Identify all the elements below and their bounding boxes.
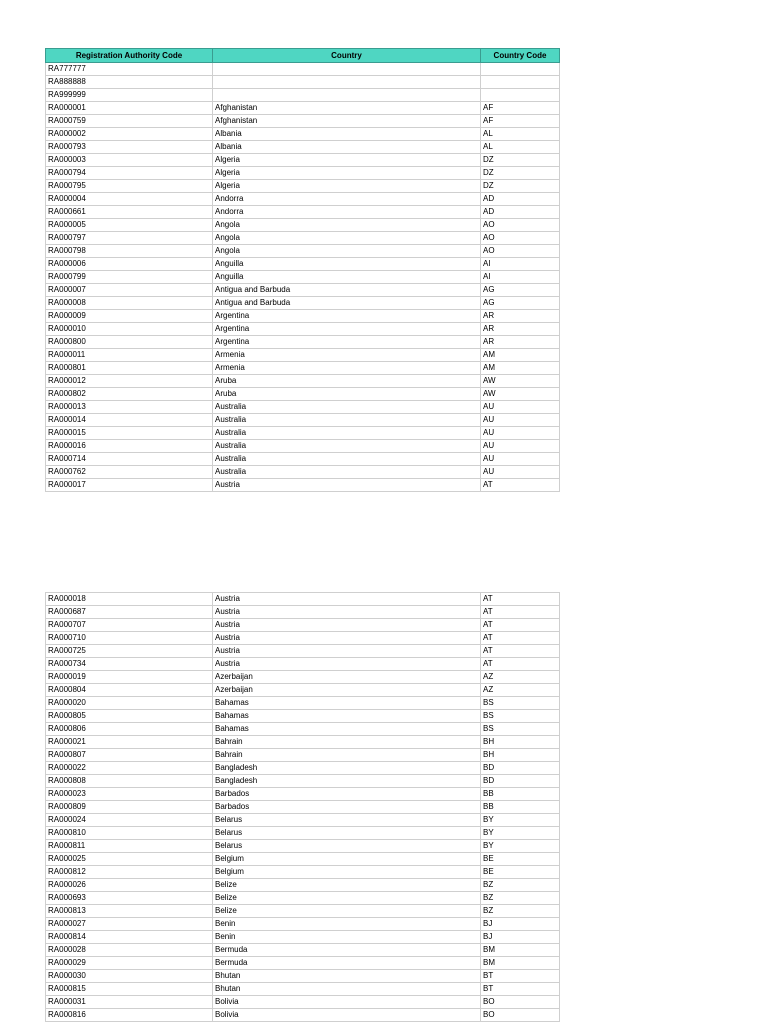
- cell-country-code[interactable]: AT: [481, 632, 560, 645]
- cell-country[interactable]: Antigua and Barbuda: [213, 284, 481, 297]
- cell-country[interactable]: Angola: [213, 232, 481, 245]
- cell-country[interactable]: Barbados: [213, 801, 481, 814]
- registration-table-bottom: [45, 592, 560, 1022]
- table-row: [46, 957, 560, 970]
- cell-country-code[interactable]: BZ: [481, 892, 560, 905]
- cell-country[interactable]: Bhutan: [213, 970, 481, 983]
- cell-country-code[interactable]: DZ: [481, 167, 560, 180]
- table-row: [46, 271, 560, 284]
- cell-country[interactable]: Australia: [213, 466, 481, 479]
- cell-country-code[interactable]: AO: [481, 219, 560, 232]
- cell-country[interactable]: Albania: [213, 141, 481, 154]
- cell-country-code[interactable]: AT: [481, 479, 560, 492]
- table-row: [46, 76, 560, 89]
- cell-registration-authority-code[interactable]: RA000693: [46, 892, 213, 905]
- table-row: [46, 658, 560, 671]
- cell-country-code[interactable]: AF: [481, 115, 560, 128]
- table-row: [46, 414, 560, 427]
- cell-country-code[interactable]: BZ: [481, 905, 560, 918]
- cell-registration-authority-code[interactable]: RA000028: [46, 944, 213, 957]
- cell-country-code[interactable]: AU: [481, 414, 560, 427]
- cell-registration-authority-code[interactable]: RA000003: [46, 154, 213, 167]
- cell-country-code[interactable]: BH: [481, 749, 560, 762]
- cell-country-code[interactable]: BS: [481, 710, 560, 723]
- cell-country-code[interactable]: AT: [481, 645, 560, 658]
- cell-country[interactable]: Barbados: [213, 788, 481, 801]
- cell-country-code[interactable]: BM: [481, 944, 560, 957]
- cell-registration-authority-code[interactable]: RA000022: [46, 762, 213, 775]
- cell-country[interactable]: Anguilla: [213, 258, 481, 271]
- cell-registration-authority-code[interactable]: RA000806: [46, 723, 213, 736]
- table-row: [46, 632, 560, 645]
- cell-country-code[interactable]: DZ: [481, 154, 560, 167]
- cell-registration-authority-code[interactable]: RA000008: [46, 297, 213, 310]
- table-row: [46, 284, 560, 297]
- cell-country[interactable]: Belarus: [213, 827, 481, 840]
- table-row: [46, 671, 560, 684]
- cell-country-code[interactable]: AU: [481, 401, 560, 414]
- cell-country-code[interactable]: AI: [481, 258, 560, 271]
- cell-registration-authority-code[interactable]: RA000794: [46, 167, 213, 180]
- cell-country-code[interactable]: BD: [481, 775, 560, 788]
- cell-country[interactable]: Bhutan: [213, 983, 481, 996]
- header-registration-authority-code[interactable]: Registration Authority Code: [46, 49, 213, 63]
- cell-country[interactable]: Belize: [213, 905, 481, 918]
- cell-country[interactable]: Bermuda: [213, 944, 481, 957]
- table-row: [46, 996, 560, 1009]
- cell-registration-authority-code[interactable]: RA000807: [46, 749, 213, 762]
- table-row: [46, 749, 560, 762]
- cell-country[interactable]: Bahamas: [213, 697, 481, 710]
- table-row: [46, 970, 560, 983]
- cell-country[interactable]: Aruba: [213, 388, 481, 401]
- cell-registration-authority-code[interactable]: RA000026: [46, 879, 213, 892]
- cell-registration-authority-code[interactable]: RA000001: [46, 102, 213, 115]
- cell-country-code[interactable]: BM: [481, 957, 560, 970]
- cell-country-code[interactable]: AO: [481, 232, 560, 245]
- table-row: [46, 323, 560, 336]
- cell-registration-authority-code[interactable]: RA000020: [46, 697, 213, 710]
- cell-registration-authority-code[interactable]: RA888888: [46, 76, 213, 89]
- table-row: [46, 336, 560, 349]
- table-row: [46, 710, 560, 723]
- cell-registration-authority-code[interactable]: RA000811: [46, 840, 213, 853]
- cell-country-code[interactable]: BZ: [481, 879, 560, 892]
- cell-registration-authority-code[interactable]: RA000661: [46, 206, 213, 219]
- cell-registration-authority-code[interactable]: RA000023: [46, 788, 213, 801]
- cell-country-code[interactable]: AT: [481, 593, 560, 606]
- cell-country[interactable]: Aruba: [213, 375, 481, 388]
- cell-registration-authority-code[interactable]: RA000006: [46, 258, 213, 271]
- cell-country[interactable]: Australia: [213, 414, 481, 427]
- cell-country[interactable]: Antigua and Barbuda: [213, 297, 481, 310]
- cell-registration-authority-code[interactable]: RA777777: [46, 63, 213, 76]
- cell-country-code[interactable]: BH: [481, 736, 560, 749]
- cell-country-code[interactable]: AZ: [481, 684, 560, 697]
- table-row: [46, 775, 560, 788]
- cell-registration-authority-code[interactable]: RA000007: [46, 284, 213, 297]
- cell-country-code[interactable]: BS: [481, 723, 560, 736]
- cell-country[interactable]: [213, 89, 481, 102]
- cell-country-code[interactable]: AR: [481, 336, 560, 349]
- cell-registration-authority-code[interactable]: RA000030: [46, 970, 213, 983]
- table-row: [46, 258, 560, 271]
- table-row: [46, 697, 560, 710]
- cell-registration-authority-code[interactable]: RA000809: [46, 801, 213, 814]
- cell-country-code[interactable]: BE: [481, 866, 560, 879]
- cell-registration-authority-code[interactable]: RA000004: [46, 193, 213, 206]
- table-row: [46, 427, 560, 440]
- cell-country[interactable]: Belize: [213, 879, 481, 892]
- cell-country-code[interactable]: [481, 63, 560, 76]
- cell-registration-authority-code[interactable]: RA000002: [46, 128, 213, 141]
- table-row: [46, 245, 560, 258]
- table-row: [46, 723, 560, 736]
- table-row: [46, 167, 560, 180]
- table-row: [46, 466, 560, 479]
- table-row: [46, 918, 560, 931]
- cell-registration-authority-code[interactable]: RA000798: [46, 245, 213, 258]
- cell-country[interactable]: Bahrain: [213, 736, 481, 749]
- table-row: [46, 606, 560, 619]
- cell-country[interactable]: Bangladesh: [213, 762, 481, 775]
- cell-country[interactable]: Bolivia: [213, 996, 481, 1009]
- cell-country[interactable]: [213, 76, 481, 89]
- table-row: [46, 814, 560, 827]
- cell-country[interactable]: Armenia: [213, 362, 481, 375]
- cell-country-code[interactable]: BB: [481, 801, 560, 814]
- table-row: [46, 102, 560, 115]
- table-row: [46, 645, 560, 658]
- cell-country-code[interactable]: AU: [481, 466, 560, 479]
- table-row: [46, 593, 560, 606]
- cell-registration-authority-code[interactable]: RA000815: [46, 983, 213, 996]
- cell-registration-authority-code[interactable]: RA000031: [46, 996, 213, 1009]
- header-country[interactable]: Country: [213, 49, 481, 63]
- cell-country-code[interactable]: [481, 76, 560, 89]
- cell-registration-authority-code[interactable]: RA000800: [46, 336, 213, 349]
- table-row: [46, 619, 560, 632]
- cell-country[interactable]: Anguilla: [213, 271, 481, 284]
- cell-country[interactable]: Azerbaijan: [213, 684, 481, 697]
- cell-country[interactable]: Argentina: [213, 336, 481, 349]
- cell-registration-authority-code[interactable]: RA000814: [46, 931, 213, 944]
- cell-registration-authority-code[interactable]: RA000805: [46, 710, 213, 723]
- cell-registration-authority-code[interactable]: RA000016: [46, 440, 213, 453]
- cell-country[interactable]: Benin: [213, 931, 481, 944]
- cell-registration-authority-code[interactable]: RA000762: [46, 466, 213, 479]
- table-row: [46, 801, 560, 814]
- cell-country[interactable]: Algeria: [213, 167, 481, 180]
- table-row: [46, 440, 560, 453]
- cell-country[interactable]: Albania: [213, 128, 481, 141]
- cell-country[interactable]: Bahamas: [213, 723, 481, 736]
- cell-registration-authority-code[interactable]: RA000725: [46, 645, 213, 658]
- cell-registration-authority-code[interactable]: RA000013: [46, 401, 213, 414]
- cell-country-code[interactable]: AO: [481, 245, 560, 258]
- cell-country[interactable]: Andorra: [213, 206, 481, 219]
- cell-country[interactable]: Benin: [213, 918, 481, 931]
- table-row: [46, 232, 560, 245]
- table-row: [46, 310, 560, 323]
- cell-country-code[interactable]: DZ: [481, 180, 560, 193]
- cell-country-code[interactable]: AD: [481, 206, 560, 219]
- cell-country[interactable]: Austria: [213, 632, 481, 645]
- cell-registration-authority-code[interactable]: RA000801: [46, 362, 213, 375]
- table-body-top: [46, 63, 560, 492]
- cell-registration-authority-code[interactable]: RA999999: [46, 89, 213, 102]
- cell-country-code[interactable]: BD: [481, 762, 560, 775]
- cell-country[interactable]: Algeria: [213, 180, 481, 193]
- cell-country[interactable]: Austria: [213, 619, 481, 632]
- cell-country-code[interactable]: AU: [481, 440, 560, 453]
- cell-registration-authority-code[interactable]: RA000024: [46, 814, 213, 827]
- cell-registration-authority-code[interactable]: RA000812: [46, 866, 213, 879]
- table-row: [46, 349, 560, 362]
- cell-country-code[interactable]: AM: [481, 362, 560, 375]
- table-row: [46, 892, 560, 905]
- cell-country-code[interactable]: AD: [481, 193, 560, 206]
- table-row: [46, 453, 560, 466]
- cell-country[interactable]: [213, 63, 481, 76]
- table-row: [46, 853, 560, 866]
- table-row: [46, 141, 560, 154]
- cell-country[interactable]: Bangladesh: [213, 775, 481, 788]
- cell-country-code[interactable]: BT: [481, 983, 560, 996]
- cell-country-code[interactable]: BE: [481, 853, 560, 866]
- cell-country-code[interactable]: BB: [481, 788, 560, 801]
- table-row: [46, 180, 560, 193]
- cell-country-code[interactable]: BS: [481, 697, 560, 710]
- table-row: [46, 219, 560, 232]
- cell-registration-authority-code[interactable]: RA000734: [46, 658, 213, 671]
- cell-country[interactable]: Angola: [213, 219, 481, 232]
- cell-country[interactable]: Armenia: [213, 349, 481, 362]
- cell-country[interactable]: Algeria: [213, 154, 481, 167]
- table-row: [46, 362, 560, 375]
- cell-registration-authority-code[interactable]: RA000797: [46, 232, 213, 245]
- cell-registration-authority-code[interactable]: RA000018: [46, 593, 213, 606]
- table-row: [46, 931, 560, 944]
- table-row: [46, 1009, 560, 1022]
- cell-registration-authority-code[interactable]: RA000027: [46, 918, 213, 931]
- cell-country-code[interactable]: AZ: [481, 671, 560, 684]
- cell-registration-authority-code[interactable]: RA000687: [46, 606, 213, 619]
- table-row: [46, 762, 560, 775]
- table-row: [46, 983, 560, 996]
- cell-registration-authority-code[interactable]: RA000021: [46, 736, 213, 749]
- table-row: [46, 193, 560, 206]
- cell-country[interactable]: Azerbaijan: [213, 671, 481, 684]
- cell-registration-authority-code[interactable]: RA000793: [46, 141, 213, 154]
- cell-registration-authority-code[interactable]: RA000014: [46, 414, 213, 427]
- table-row: [46, 115, 560, 128]
- cell-country-code[interactable]: AW: [481, 375, 560, 388]
- cell-registration-authority-code[interactable]: RA000009: [46, 310, 213, 323]
- cell-country[interactable]: Andorra: [213, 193, 481, 206]
- cell-country[interactable]: Australia: [213, 427, 481, 440]
- cell-registration-authority-code[interactable]: RA000019: [46, 671, 213, 684]
- cell-country[interactable]: Australia: [213, 453, 481, 466]
- cell-country[interactable]: Bahrain: [213, 749, 481, 762]
- table-row: [46, 840, 560, 853]
- cell-country-code[interactable]: AM: [481, 349, 560, 362]
- table-row: [46, 479, 560, 492]
- cell-country[interactable]: Austria: [213, 479, 481, 492]
- cell-country[interactable]: Austria: [213, 606, 481, 619]
- cell-registration-authority-code[interactable]: RA000010: [46, 323, 213, 336]
- cell-country[interactable]: Bahamas: [213, 710, 481, 723]
- cell-registration-authority-code[interactable]: RA000025: [46, 853, 213, 866]
- cell-country-code[interactable]: AG: [481, 297, 560, 310]
- table-row: [46, 827, 560, 840]
- cell-registration-authority-code[interactable]: RA000012: [46, 375, 213, 388]
- cell-country-code[interactable]: AT: [481, 619, 560, 632]
- cell-country-code[interactable]: AF: [481, 102, 560, 115]
- cell-registration-authority-code[interactable]: RA000005: [46, 219, 213, 232]
- cell-registration-authority-code[interactable]: RA000795: [46, 180, 213, 193]
- cell-country-code[interactable]: AU: [481, 427, 560, 440]
- cell-country-code[interactable]: AT: [481, 658, 560, 671]
- cell-registration-authority-code[interactable]: RA000799: [46, 271, 213, 284]
- cell-country-code[interactable]: BO: [481, 1009, 560, 1022]
- cell-country-code[interactable]: BO: [481, 996, 560, 1009]
- cell-registration-authority-code[interactable]: RA000015: [46, 427, 213, 440]
- cell-country-code[interactable]: AI: [481, 271, 560, 284]
- cell-country[interactable]: Bermuda: [213, 957, 481, 970]
- cell-country[interactable]: Bolivia: [213, 1009, 481, 1022]
- table-row: [46, 401, 560, 414]
- table-body-bottom: [46, 593, 560, 1022]
- cell-registration-authority-code[interactable]: RA000017: [46, 479, 213, 492]
- cell-registration-authority-code[interactable]: RA000011: [46, 349, 213, 362]
- cell-country[interactable]: Afghanistan: [213, 102, 481, 115]
- cell-country[interactable]: Belarus: [213, 840, 481, 853]
- cell-country[interactable]: Belgium: [213, 853, 481, 866]
- cell-country-code[interactable]: AL: [481, 141, 560, 154]
- cell-country[interactable]: Austria: [213, 658, 481, 671]
- cell-country[interactable]: Belize: [213, 892, 481, 905]
- cell-country-code[interactable]: BY: [481, 814, 560, 827]
- cell-registration-authority-code[interactable]: RA000714: [46, 453, 213, 466]
- cell-registration-authority-code[interactable]: RA000710: [46, 632, 213, 645]
- cell-country-code[interactable]: [481, 89, 560, 102]
- table-row: [46, 788, 560, 801]
- cell-country[interactable]: Austria: [213, 593, 481, 606]
- cell-registration-authority-code[interactable]: RA000816: [46, 1009, 213, 1022]
- cell-registration-authority-code[interactable]: RA000804: [46, 684, 213, 697]
- table-row: [46, 684, 560, 697]
- cell-registration-authority-code[interactable]: RA000810: [46, 827, 213, 840]
- cell-country-code[interactable]: AL: [481, 128, 560, 141]
- cell-registration-authority-code[interactable]: RA000808: [46, 775, 213, 788]
- cell-country-code[interactable]: BJ: [481, 931, 560, 944]
- table-row: [46, 375, 560, 388]
- cell-country[interactable]: Argentina: [213, 323, 481, 336]
- cell-country-code[interactable]: AR: [481, 323, 560, 336]
- table-row: [46, 128, 560, 141]
- cell-country-code[interactable]: BJ: [481, 918, 560, 931]
- table-row: [46, 206, 560, 219]
- cell-country[interactable]: Angola: [213, 245, 481, 258]
- cell-country[interactable]: Austria: [213, 645, 481, 658]
- cell-country[interactable]: Australia: [213, 401, 481, 414]
- cell-registration-authority-code[interactable]: RA000707: [46, 619, 213, 632]
- table-row: [46, 879, 560, 892]
- cell-registration-authority-code[interactable]: RA000813: [46, 905, 213, 918]
- cell-country-code[interactable]: AT: [481, 606, 560, 619]
- table-row: [46, 297, 560, 310]
- cell-country-code[interactable]: AU: [481, 453, 560, 466]
- cell-country-code[interactable]: BT: [481, 970, 560, 983]
- cell-country[interactable]: Argentina: [213, 310, 481, 323]
- cell-registration-authority-code[interactable]: RA000759: [46, 115, 213, 128]
- cell-country[interactable]: Afghanistan: [213, 115, 481, 128]
- table-row: [46, 154, 560, 167]
- cell-country-code[interactable]: AW: [481, 388, 560, 401]
- cell-country[interactable]: Belarus: [213, 814, 481, 827]
- cell-registration-authority-code[interactable]: RA000029: [46, 957, 213, 970]
- cell-country-code[interactable]: AR: [481, 310, 560, 323]
- cell-country-code[interactable]: AG: [481, 284, 560, 297]
- table-row: [46, 944, 560, 957]
- table-row: [46, 866, 560, 879]
- table-row: [46, 63, 560, 76]
- registration-table-top: [45, 48, 560, 492]
- header-country-code[interactable]: Country Code: [481, 49, 560, 63]
- table-row: [46, 736, 560, 749]
- cell-country-code[interactable]: BY: [481, 827, 560, 840]
- header-row: [46, 49, 560, 63]
- table-row: [46, 89, 560, 102]
- cell-country[interactable]: Australia: [213, 440, 481, 453]
- table-row: [46, 905, 560, 918]
- cell-country[interactable]: Belgium: [213, 866, 481, 879]
- cell-registration-authority-code[interactable]: RA000802: [46, 388, 213, 401]
- table-row: [46, 388, 560, 401]
- cell-country-code[interactable]: BY: [481, 840, 560, 853]
